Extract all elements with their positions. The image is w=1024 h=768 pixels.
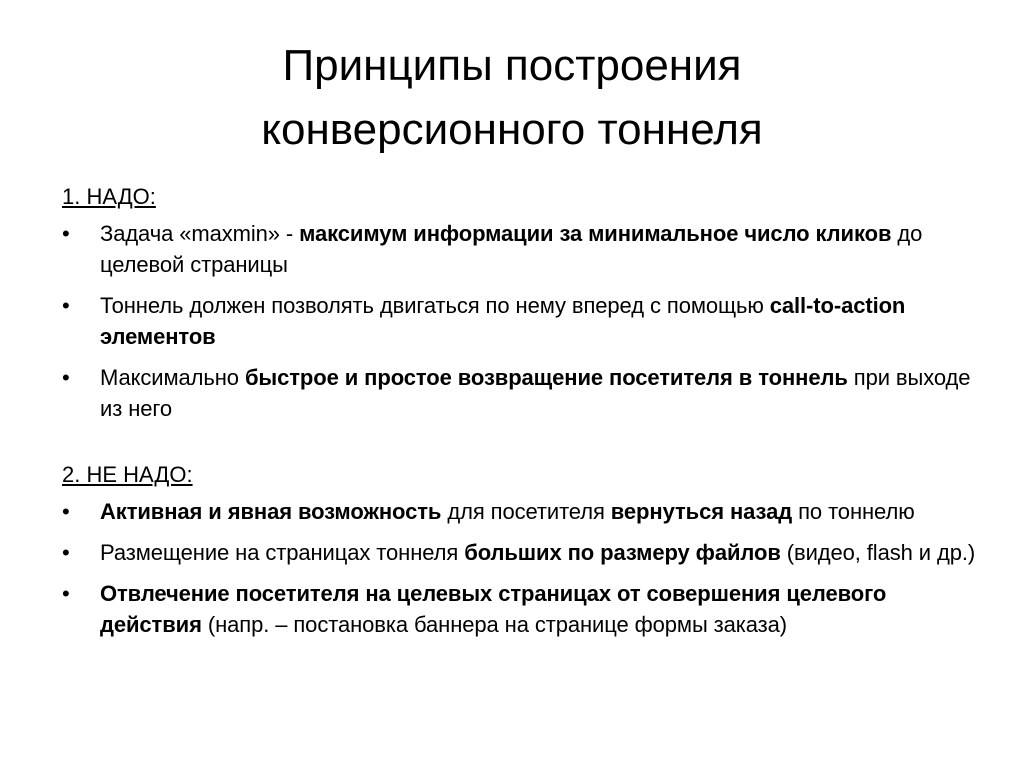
list-item: [62, 218, 992, 280]
item-text: при выходе из него: [100, 365, 971, 421]
bullet-list-dont: [62, 496, 992, 650]
section-heading-need: 1. НАДО:: [62, 184, 156, 209]
item-text: (напр. – постановка баннера на странице формы заказа): [201, 612, 788, 637]
title-line-1: Принципы построения: [282, 41, 742, 90]
item-text: Задача «maxmin» -: [100, 221, 300, 246]
item-text-bold: Активная и явная возможность: [100, 499, 442, 524]
item-text: для посетителя: [441, 499, 611, 524]
bullet-icon: •: [62, 293, 70, 318]
bullet-icon: •: [62, 499, 70, 524]
slide-title: [150, 34, 874, 162]
bullet-list-need: [62, 218, 992, 434]
item-text: Максимально: [100, 365, 245, 390]
title-line-2: конверсионного тоннеля: [261, 105, 763, 154]
list-item: [62, 362, 992, 424]
section-heading-dont: 2. НЕ НАДО:: [62, 462, 193, 487]
bullet-icon: •: [62, 365, 70, 390]
item-text: (видео, flash и др.): [780, 540, 976, 565]
item-text-bold: быстрое и простое возвращение посетителя в тоннель: [244, 365, 848, 390]
item-text: Размещение на страницах тоннеля: [100, 540, 465, 565]
item-text: по тоннелю: [792, 499, 915, 524]
bullet-icon: •: [62, 540, 70, 565]
item-text-bold: максимум информации за минимальное число кликов: [299, 221, 892, 246]
item-text-bold: вернуться назад: [610, 499, 793, 524]
list-item: [62, 537, 992, 568]
list-item: [62, 578, 992, 640]
item-text-bold: больших по размеру файлов: [464, 540, 781, 565]
item-text: Тоннель должен позволять двигаться по нему вперед с помощью: [100, 293, 770, 318]
item-text: до целевой страницы: [100, 221, 923, 277]
item-text-bold: call-to-action элементов: [100, 293, 906, 349]
bullet-icon: •: [62, 221, 70, 246]
list-item: [62, 496, 992, 527]
list-item: [62, 290, 992, 352]
bullet-icon: •: [62, 581, 70, 606]
item-text-bold: Отвлечение посетителя на целевых страницах от совершения целевого действия: [100, 581, 887, 637]
